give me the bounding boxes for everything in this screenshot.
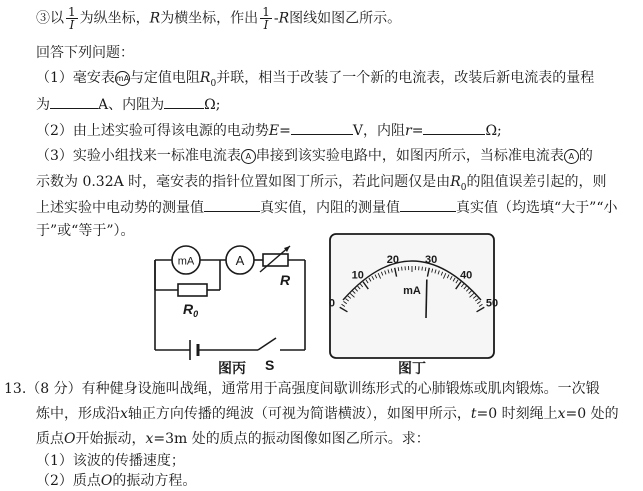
milliammeter-symbol: mA: [115, 71, 130, 86]
fraction-denominator: I: [69, 18, 75, 32]
text: （2）质点: [36, 473, 101, 489]
text: （1）毫安表: [36, 70, 115, 86]
text: 质点: [36, 431, 64, 447]
meter-tick-label: 50: [485, 297, 498, 310]
meter-tick-label: 40: [460, 269, 473, 282]
q13-line-5: [36, 472, 196, 490]
var: O: [64, 431, 76, 447]
ammeter-symbol: A: [564, 149, 579, 164]
q13-line-4: （1）该波的传播速度；: [36, 453, 185, 469]
switch-label: S: [265, 357, 275, 373]
text: 真实值（均选填“大于”“小: [456, 200, 618, 216]
rheostat-body: [263, 254, 288, 266]
resistor-R0: [178, 284, 207, 296]
text-line-6: [36, 147, 593, 165]
fraction-numerator: 1: [262, 5, 270, 19]
resistor-R0-subscript: 0: [193, 309, 199, 319]
var: R: [278, 10, 290, 27]
answer-blank[interactable]: [204, 198, 260, 212]
meter-unit-label: mA: [403, 285, 421, 297]
answer-blank[interactable]: [400, 198, 456, 212]
figure-caption-ding: 图丁: [398, 361, 426, 377]
answer-blank[interactable]: [291, 121, 353, 135]
text-line-1: [36, 6, 401, 31]
var: x: [557, 406, 566, 422]
text: 与定值电阻: [129, 70, 200, 86]
text: -: [273, 10, 279, 27]
milliammeter-label: mA: [177, 255, 195, 268]
fraction: [66, 6, 78, 31]
circuit-diagram: [150, 240, 320, 375]
text: V，内阻: [352, 123, 405, 139]
var: t: [470, 406, 477, 422]
var: E: [268, 123, 280, 139]
text-line-5: [36, 121, 502, 140]
var: R: [199, 70, 211, 86]
meter-tick-label: 10: [351, 269, 364, 282]
text: 图线如图乙所示。: [289, 10, 402, 27]
text-line-3: [36, 69, 594, 93]
text: =3m 处的质点的振动图像如图乙所示。求：: [153, 431, 430, 447]
text: =0 处的: [565, 406, 619, 422]
text: 为: [36, 97, 50, 113]
fraction-numerator: 1: [68, 5, 76, 19]
text: 示数为 0.32A 时，毫安表的指针位置如图丁所示，若此问题仅是由: [36, 174, 451, 190]
meter-tick-label: 30: [425, 253, 438, 266]
resistor-R0-label: [183, 301, 198, 319]
meter-tick-label: 0: [328, 297, 336, 310]
text: Ω;: [204, 97, 221, 113]
text: A、内阻为: [98, 97, 165, 113]
text: 并联，相当于改装了一个新的电流表，改装后新电流表的量程: [216, 70, 595, 86]
q13-line-2: [36, 405, 619, 423]
answer-blank[interactable]: [423, 121, 485, 135]
text: 的: [578, 148, 593, 164]
answer-blank[interactable]: [164, 95, 204, 109]
fraction: [260, 6, 272, 31]
text: =: [279, 123, 291, 139]
text: 为纵坐标，: [79, 10, 150, 27]
meter-tick-label: 20: [386, 253, 399, 266]
var: r: [405, 123, 412, 139]
text: =0 时刻绳上: [476, 406, 558, 422]
ammeter-label: A: [235, 253, 245, 268]
subscript: 0: [460, 182, 467, 193]
rheostat-label: R: [280, 272, 291, 288]
q13-line-3: [36, 430, 430, 448]
text-line-4: [36, 95, 220, 114]
var: x: [120, 406, 128, 422]
text-line-8: [36, 198, 617, 217]
fraction-denominator: I: [263, 18, 269, 32]
text: ③以: [36, 10, 64, 27]
var: x: [145, 431, 154, 447]
text: =: [411, 123, 424, 139]
resistor-R0-letter: R: [183, 301, 194, 317]
text: 上述实验中电动势的测量值: [36, 200, 204, 216]
text: 为横坐标，作出: [160, 10, 259, 27]
text: （3）实验小组找来一标准电流表: [36, 148, 241, 164]
subscript: 0: [210, 78, 217, 89]
text: （2）由上述实验可得该电源的电动势: [36, 123, 269, 139]
text-line-7: [36, 173, 606, 197]
text: 串接到该实验电路中，如图丙所示，当标准电流表: [255, 148, 564, 164]
var: R: [149, 10, 161, 27]
var: R: [450, 174, 461, 190]
text: 开始振动，: [75, 431, 146, 447]
text: 炼中，形成沿: [36, 406, 120, 422]
text: 的振动方程。: [112, 473, 197, 489]
text-line-9: 于”或“等于”）。: [36, 223, 135, 239]
meter-dial: [328, 232, 498, 362]
meter-needle: [426, 280, 427, 318]
text-line-2: 回答下列问题：: [36, 45, 134, 61]
text: 的阻值误差引起的，则: [466, 174, 607, 190]
text: 真实值，内阻的测量值: [260, 200, 400, 216]
answer-blank[interactable]: [50, 95, 98, 109]
ammeter-symbol: A: [241, 149, 256, 164]
var: O: [100, 473, 113, 489]
text: Ω;: [485, 123, 502, 139]
text: 轴正方向传播的绳波（可视为简谐横波），如图甲所示，: [127, 406, 471, 422]
figure-caption-bing: 图丙: [218, 361, 246, 377]
q13-line-1: 13.（8 分）有种健身设施叫战绳，通常用于高强度间歇训练形式的心肺锻炼或肌肉锻炼。一次锻: [4, 381, 600, 397]
